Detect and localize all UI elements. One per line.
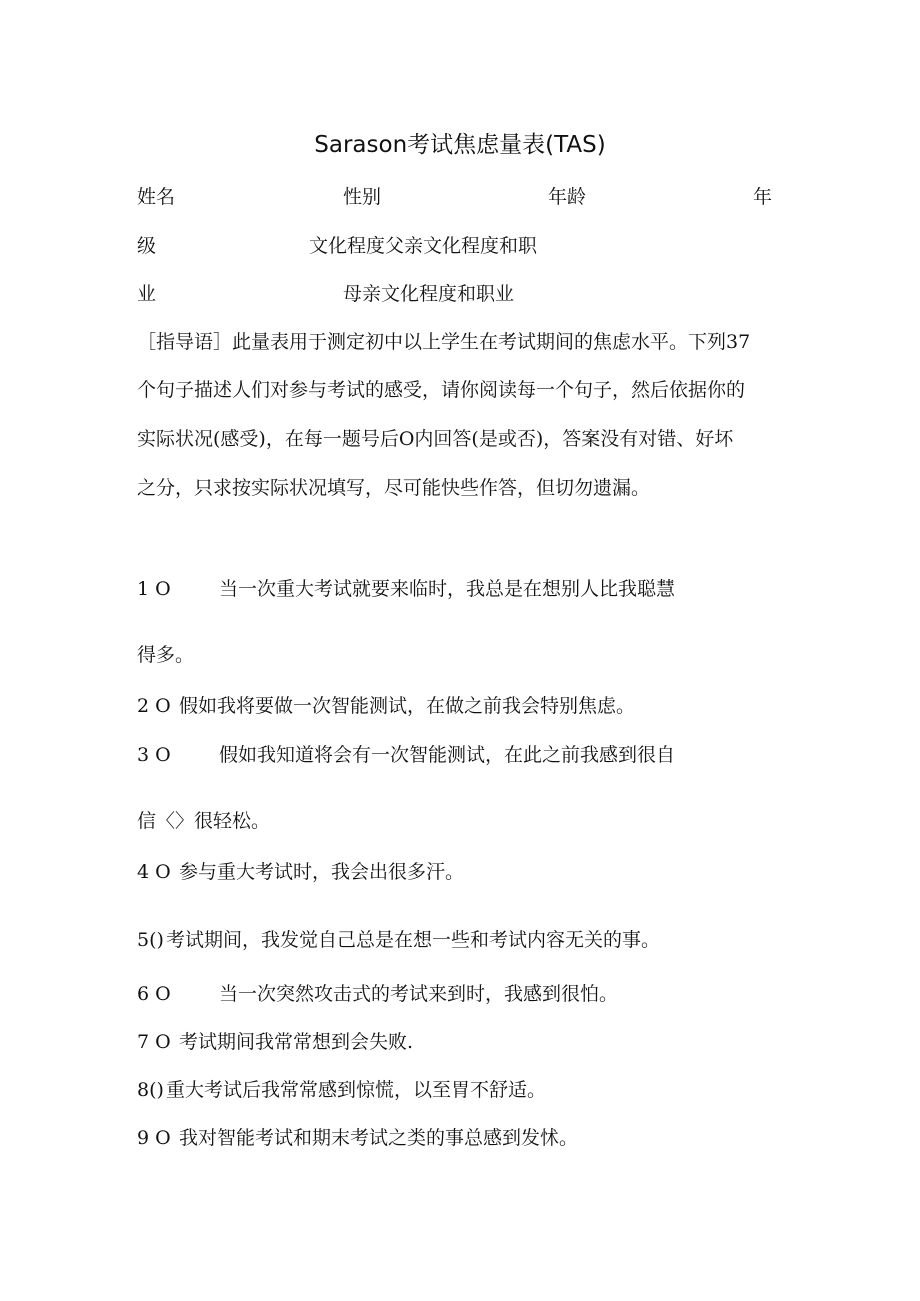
instructions-line: 实际状况(感受)，在每一题号后O内回答(是或否)，答案没有对错、好坏 [137, 428, 734, 450]
question-text: 重大考试后我常常感到惊慌，以至胃不舒适。 [166, 1079, 547, 1101]
grade-label-part2: 级 [137, 235, 157, 257]
instructions-line: 个句子描述人们对参与考试的感受，请你阅读每一个句子，然后依据你的 [137, 379, 746, 401]
name-label: 姓名 [137, 186, 176, 208]
mother-education-label: 母亲文化程度和职业 [343, 283, 515, 305]
question-number: 2 O [137, 695, 171, 717]
question-text: 当一次重大考试就要来临时，我总是在想别人比我聪慧 [219, 578, 676, 600]
question-text: 参与重大考试时，我会出很多汗。 [179, 861, 465, 883]
question-number: 4 O [137, 861, 171, 883]
question-number: 5() [137, 929, 164, 951]
question-text: 考试期间，我发觉自己总是在想一些和考试内容无关的事。 [166, 929, 661, 951]
instructions-line: ［指导语］此量表用于测定初中以上学生在考试期间的焦虑水平。下列37 [137, 331, 751, 353]
question-text: 我对智能考试和期末考试之类的事总感到发怵。 [179, 1127, 579, 1149]
question-number: 1 O [137, 578, 171, 600]
question-number: 7 O [137, 1031, 171, 1053]
age-label: 年龄 [548, 186, 587, 208]
gender-label: 性别 [343, 186, 382, 208]
question-text: 当一次突然攻击式的考试来到时，我感到很怕。 [219, 983, 619, 1005]
instructions-line: 之分，只求按实际状况填写，尽可能快些作答，但切勿遗漏。 [137, 477, 651, 499]
question-text: 考试期间我常常想到会失败. [179, 1031, 414, 1053]
page-title: Sarason考试焦虑量表(TAS) [314, 132, 606, 158]
question-number: 6 O [137, 983, 171, 1005]
education-father-label: 文化程度父亲文化程度和职 [309, 235, 538, 257]
question-text: 假如我知道将会有一次智能测试，在此之前我感到很自 [219, 744, 676, 766]
occupation-label-part: 业 [137, 283, 157, 305]
question-number: 3 O [137, 744, 171, 766]
question-text-continued: 得多。 [137, 644, 195, 666]
question-text-continued: 信〈〉很轻松。 [137, 810, 271, 832]
question-number: 8() [137, 1079, 164, 1101]
grade-label-part1: 年 [753, 186, 773, 208]
question-text: 假如我将要做一次智能测试，在做之前我会特别焦虑。 [179, 695, 636, 717]
question-number: 9 O [137, 1127, 171, 1149]
